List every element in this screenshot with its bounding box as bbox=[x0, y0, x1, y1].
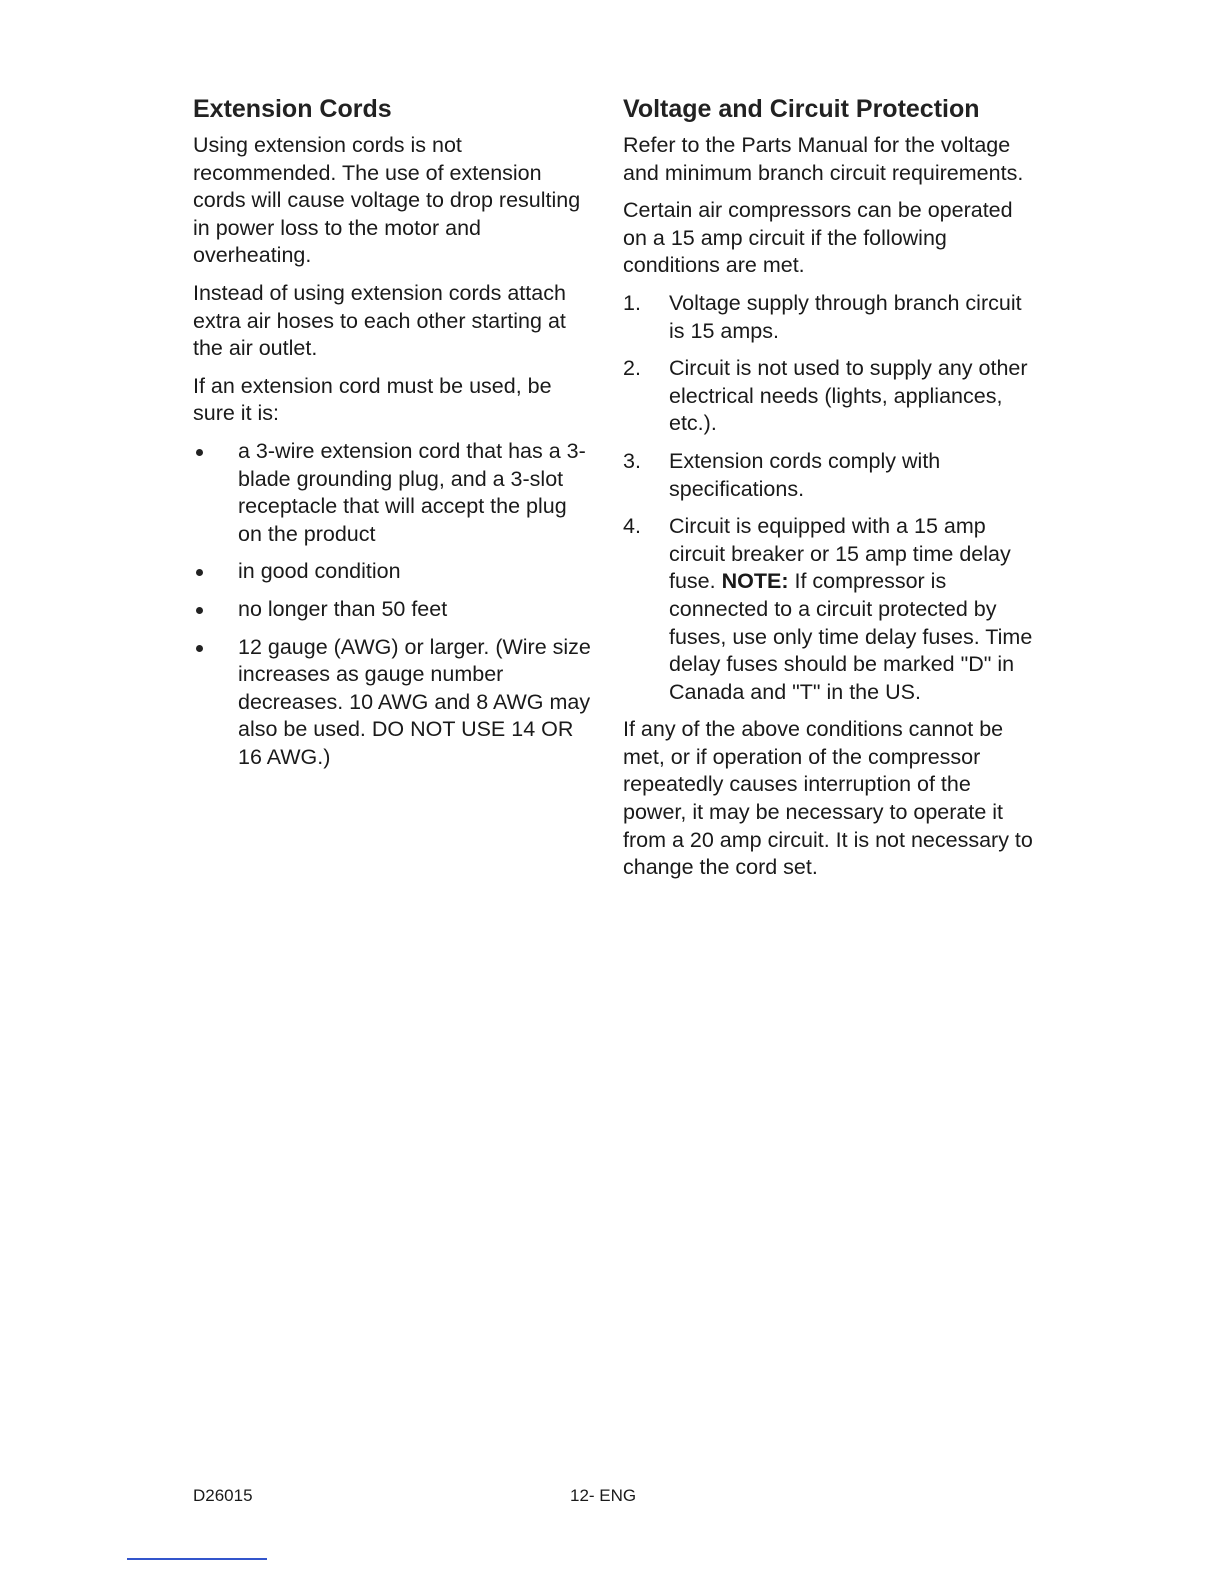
voltage-protection-paragraph: Certain air compressors can be operated on a 15 amp circuit if the following conditions are met. bbox=[623, 198, 1013, 278]
step-number: 1. bbox=[623, 290, 641, 315]
bullet-icon bbox=[196, 569, 203, 576]
link-underline bbox=[127, 1558, 267, 1560]
list-item-text: a 3-wire extension cord that has a 3-blade grounding plug, and a 3-slot receptacle that will accept the plug on the product bbox=[238, 438, 586, 546]
bullet-icon bbox=[196, 607, 203, 614]
note-text: If compressor is connected to a circuit protected by fuses, use only time delay fuses. Time delay fuses should be marked "D" in Canada and "T" in the US. bbox=[669, 569, 1033, 704]
list-item bbox=[193, 558, 593, 586]
list-item bbox=[623, 290, 1033, 345]
model-number: D26015 bbox=[193, 1486, 253, 1505]
voltage-protection-section bbox=[623, 92, 1033, 892]
extension-cords-section bbox=[193, 92, 593, 781]
step-number: 2. bbox=[623, 356, 641, 381]
step-number: 4. bbox=[623, 514, 641, 539]
page-number: 12- ENG bbox=[570, 1486, 637, 1505]
voltage-protection-heading: Voltage and Circuit Protection bbox=[623, 95, 980, 123]
closing-paragraph: If any of the above conditions cannot be met, or if operation of the compressor repeatedly causes interruption of the power, it may be necessary to operate it from a 20 amp circuit. It is not necessary to change the cord set. bbox=[623, 717, 1033, 880]
conditions-list bbox=[623, 290, 1033, 706]
step-text: Circuit is equipped with a 15 amp circuit breaker or 15 amp time delay fuse. bbox=[669, 514, 1011, 594]
list-item bbox=[623, 355, 1033, 438]
extension-cords-heading: Extension Cords bbox=[193, 95, 392, 123]
list-item bbox=[623, 513, 1033, 706]
step-text: Voltage supply through branch circuit is 15 amps. bbox=[669, 290, 1022, 343]
bullet-icon bbox=[196, 449, 203, 456]
step-number: 3. bbox=[623, 448, 641, 473]
extension-cords-paragraph: If an extension cord must be used, be sure it is: bbox=[193, 373, 552, 426]
voltage-protection-paragraph: Refer to the Parts Manual for the voltage and minimum branch circuit requirements. bbox=[623, 133, 1024, 185]
extension-cords-paragraph: Using extension cords is not recommended. The use of extension cords will cause voltage to drop resulting in power loss to the motor and overheating. bbox=[193, 133, 581, 268]
list-item bbox=[193, 438, 593, 548]
bullet-icon bbox=[196, 645, 203, 652]
list-item-text: 12 gauge (AWG) or larger. (Wire size increases as gauge number decreases. 10 AWG and 8 AWG may also be used. DO NOT USE 14 OR 16 AWG.) bbox=[238, 634, 591, 769]
list-item bbox=[623, 448, 1033, 503]
extension-cord-requirements-list bbox=[193, 438, 593, 772]
list-item bbox=[193, 634, 593, 772]
extension-cords-paragraph: Instead of using extension cords attach extra air hoses to each other starting at the air outlet. bbox=[193, 280, 566, 361]
list-item-text: in good condition bbox=[238, 559, 401, 584]
step-text: Extension cords comply with specifications. bbox=[669, 448, 941, 501]
list-item-text: no longer than 50 feet bbox=[238, 596, 448, 621]
list-item bbox=[193, 596, 593, 624]
step-text: Circuit is not used to supply any other electrical needs (lights, appliances, etc.). bbox=[669, 356, 1028, 436]
note-label: NOTE: bbox=[721, 569, 789, 594]
